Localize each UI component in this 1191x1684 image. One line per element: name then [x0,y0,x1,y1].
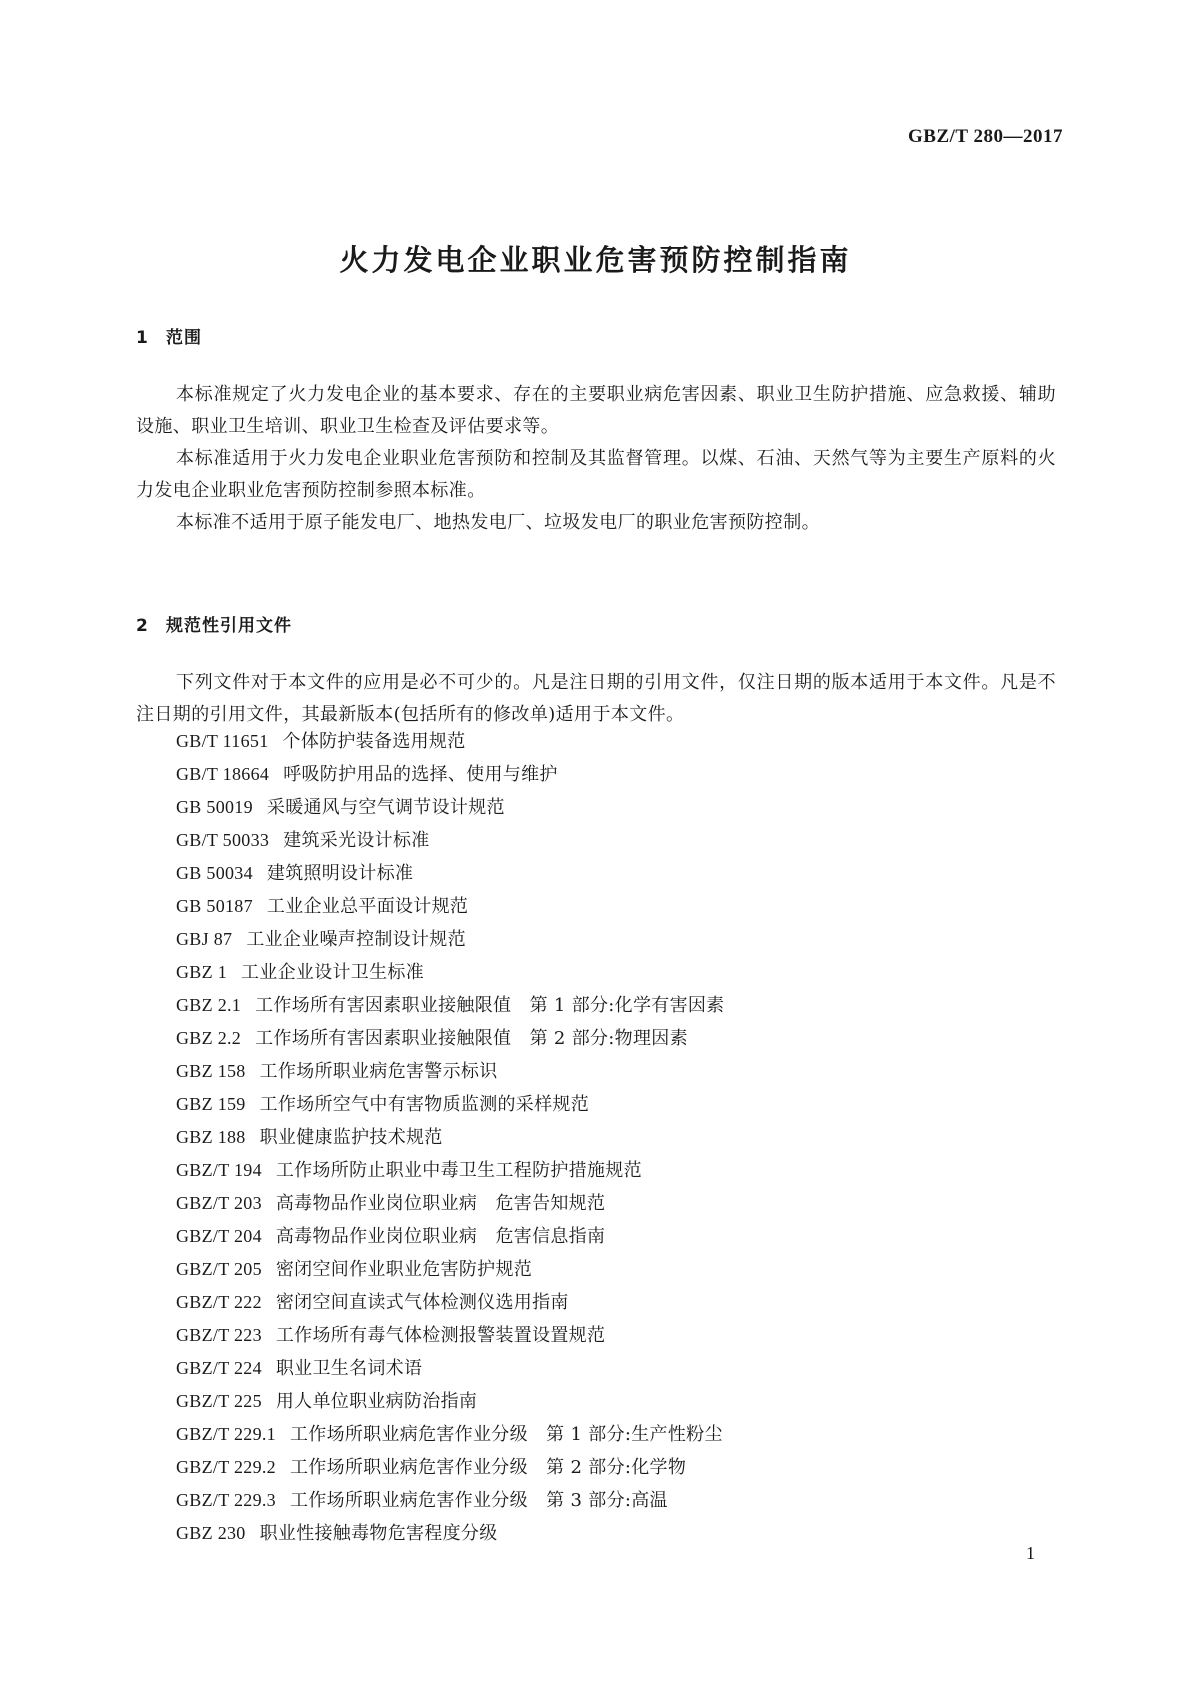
reference-name: 建筑采光设计标准 [283,830,430,851]
reference-name: 职业性接触毒物危害程度分级 [259,1523,498,1544]
reference-code: GBZ/T 229.3 [176,1490,276,1510]
reference-name: 职业卫生名词术语 [275,1358,423,1379]
reference-name: 用人单位职业病防治指南 [275,1391,478,1412]
reference-code: GBZ 2.2 [176,1028,242,1048]
reference-name: 工作场所防止职业中毒卫生工程防护措施规范 [275,1160,642,1181]
reference-code: GBZ/T 194 [176,1160,262,1180]
reference-item [176,1319,724,1352]
section-1-heading [136,323,202,348]
reference-name: 工业企业设计卫生标准 [241,962,424,983]
section-2-number: 2 [136,616,149,636]
reference-name: 密闭空间直读式气体检测仪选用指南 [275,1292,569,1313]
reference-item [176,956,724,989]
reference-item [176,1352,724,1385]
reference-item [176,1418,724,1451]
reference-item [176,1088,724,1121]
reference-name: 工作场所有毒气体检测报警装置设置规范 [275,1325,606,1346]
reference-item [176,1055,724,1088]
section-2-paragraph-1: 下列文件对于本文件的应用是必不可少的。凡是注日期的引用文件，仅注日期的版本适用于本文件。凡是不注日期的引用文件，其最新版本(包括所有的修改单)适用于本文件。 [136,672,1056,725]
reference-name: 采暖通风与空气调节设计规范 [266,797,505,818]
reference-code: GBZ/T 204 [176,1226,262,1246]
reference-code: GBZ/T 222 [176,1292,262,1312]
reference-item [176,1121,724,1154]
reference-code: GBZ/T 224 [176,1358,262,1378]
reference-code: GBJ 87 [176,929,233,949]
reference-code: GBZ/T 223 [176,1325,262,1345]
reference-code: GBZ 1 [176,962,227,982]
reference-code: GBZ 2.1 [176,995,242,1015]
section-1-paragraph-2: 本标准适用于火力发电企业职业危害预防和控制及其监督管理。以煤、石油、天然气等为主要生产原料的火力发电企业职业危害预防控制参照本标准。 [136,448,1056,501]
reference-name: 工作场所职业病危害作业分级 第 2 部分:化学物 [289,1457,687,1478]
reference-item [176,1451,724,1484]
reference-item [176,1187,724,1220]
reference-item [176,824,724,857]
reference-code: GB/T 18664 [176,764,270,784]
reference-name: 工业企业总平面设计规范 [266,896,469,917]
reference-name: 工作场所有害因素职业接触限值 第 1 部分:化学有害因素 [255,995,725,1016]
reference-item [176,758,724,791]
section-1-number: 1 [136,328,149,348]
section-1-body [136,379,1056,539]
reference-item [176,857,724,890]
reference-item [176,725,724,758]
reference-code: GBZ/T 229.1 [176,1424,276,1444]
reference-code: GB/T 50033 [176,830,270,850]
reference-name: 工作场所职业病危害警示标识 [259,1061,498,1082]
reference-name: 建筑照明设计标准 [266,863,414,884]
reference-item [176,1220,724,1253]
reference-name: 个体防护装备选用规范 [282,731,466,752]
reference-code: GB 50034 [176,863,253,883]
section-1-title: 范围 [166,328,202,348]
reference-item [176,890,724,923]
document-title: 火力发电企业职业危害预防控制指南 [339,243,852,277]
reference-item [176,1385,724,1418]
reference-code: GBZ/T 205 [176,1259,262,1279]
reference-code: GBZ 230 [176,1523,246,1543]
reference-name: 工作场所职业病危害作业分级 第 3 部分:高温 [289,1490,668,1511]
reference-item [176,1517,724,1550]
reference-code: GBZ 188 [176,1127,246,1147]
reference-code: GBZ 158 [176,1061,246,1081]
reference-code: GB/T 11651 [176,731,269,751]
reference-name: 密闭空间作业职业危害防护规范 [275,1259,533,1280]
reference-item [176,923,724,956]
section-1-paragraph-1: 本标准规定了火力发电企业的基本要求、存在的主要职业病危害因素、职业卫生防护措施、应急救援、辅助设施、职业卫生培训、职业卫生检查及评估要求等。 [136,384,1056,437]
reference-name: 工作场所职业病危害作业分级 第 1 部分:生产性粉尘 [289,1424,723,1445]
reference-item [176,791,724,824]
reference-code: GBZ/T 229.2 [176,1457,276,1477]
reference-item [176,989,724,1022]
reference-name: 工作场所有害因素职业接触限值 第 2 部分:物理因素 [255,1028,688,1049]
page-number: 1 [1026,1543,1035,1563]
reference-name: 职业健康监护技术规范 [259,1127,443,1148]
reference-name: 高毒物品作业岗位职业病 危害告知规范 [275,1193,606,1214]
section-2-body [136,667,1056,731]
reference-name: 工作场所空气中有害物质监测的采样规范 [259,1094,590,1115]
reference-code: GBZ/T 225 [176,1391,262,1411]
reference-name: 呼吸防护用品的选择、使用与维护 [283,764,558,785]
reference-item [176,1022,724,1055]
reference-item [176,1253,724,1286]
reference-code: GB 50019 [176,797,253,817]
reference-item [176,1484,724,1517]
standard-code: GBZ/T 280—2017 [908,126,1063,147]
section-2-title: 规范性引用文件 [166,616,292,636]
reference-item [176,1154,724,1187]
reference-item [176,1286,724,1319]
normative-reference-list [176,725,724,1550]
section-1-paragraph-3: 本标准不适用于原子能发电厂、地热发电厂、垃圾发电厂的职业危害预防控制。 [176,512,820,533]
section-2-heading [136,611,292,636]
reference-code: GBZ 159 [176,1094,246,1114]
reference-name: 高毒物品作业岗位职业病 危害信息指南 [275,1226,606,1247]
reference-code: GBZ/T 203 [176,1193,262,1213]
reference-code: GB 50187 [176,896,253,916]
reference-name: 工业企业噪声控制设计规范 [246,929,466,950]
